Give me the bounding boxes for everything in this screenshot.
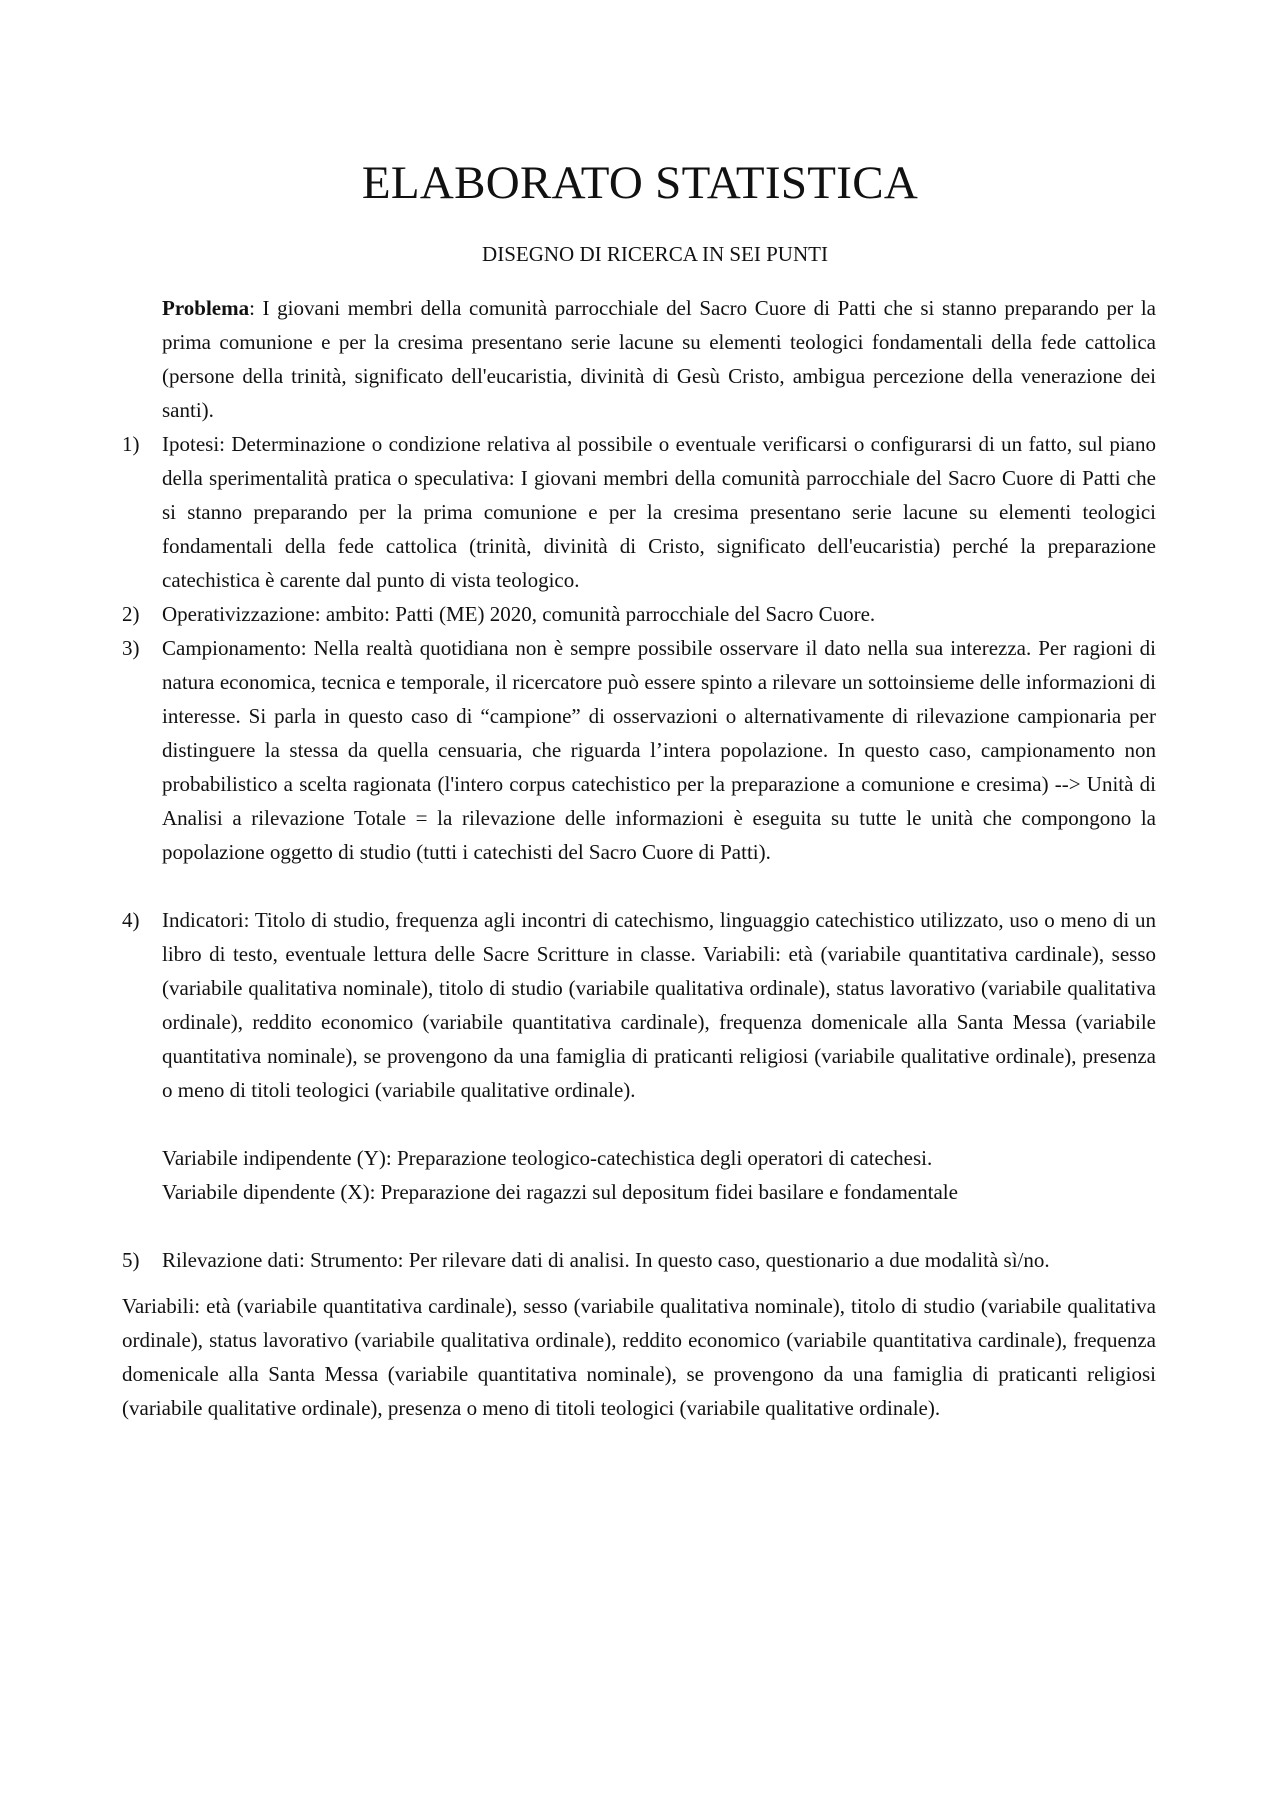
- list-item-text: Operativizzazione: ambito: Patti (ME) 2020, comunità parrocchiale del Sacro Cuore.: [162, 602, 876, 626]
- list-item-text: Campionamento: Nella realtà quotidiana non è sempre possibile osservare il dato nella sua interezza. Per ragioni di natura economica, tecnica e temporale, il ricercatore può essere spinto a rilevare un sottoinsieme delle informazioni di interesse. Si parla in questo caso di “campione” di osservazioni o alternativamente di rilevazione campionaria per distinguere la stessa da quella censuaria, che riguarda l’intera popolazione. In questo caso, campionamento non probabilistico a scelta ragionata (l'intero corpus catechistico per la preparazione a comunione e cresima) --> Unità di Analisi a rilevazione Totale = la rilevazione delle informazioni è eseguita su tutte le unità che compongono la popolazione oggetto di studio (tutti i catechisti del Sacro Cuore di Patti).: [162, 636, 1156, 864]
- problem-paragraph: [122, 291, 1156, 427]
- spacer: [122, 1277, 1156, 1289]
- spacer: [122, 869, 1156, 903]
- variable-independent: [122, 1141, 1156, 1209]
- list-item-text: Indicatori: Titolo di studio, frequenza agli incontri di catechismo, linguaggio catechistico utilizzato, uso o meno di un libro di testo, eventuale lettura delle Sacre Scritture in classe. Variabili: età (variabile quantitativa cardinale), sesso (variabile qualitativa nominale), titolo di studio (variabile qualitativa ordinale), status lavorativo (variabile qualitativa ordinale), reddito economico (variabile quantitativa cardinale), frequenza domenicale alla Santa Messa (variabile quantitativa nominale), se provengono da una famiglia di praticanti religiosi (variabile qualitative ordinale), presenza o meno di titoli teologici (variabile qualitative ordinale).: [162, 908, 1156, 1102]
- list-item-3: [122, 631, 1156, 869]
- spacer: [122, 1107, 1156, 1141]
- spacer: [122, 1209, 1156, 1243]
- list-item-text: Rilevazione dati: Strumento: Per rilevare dati di analisi. In questo caso, questionario a due modalità sì/no.: [162, 1248, 1050, 1272]
- document-title: ELABORATO STATISTICA: [361, 157, 919, 209]
- variable-dependent-text: Variabile dipendente (X): Preparazione dei ragazzi sul depositum fidei basilare e fondamentale: [162, 1180, 958, 1204]
- problem-label: Problema: [162, 296, 250, 320]
- list-item-2: [122, 597, 1156, 631]
- list-number: 5): [122, 1248, 140, 1272]
- variable-independent-text: Variabile indipendente (Y): Preparazione teologico-catechistica degli operatori di catechesi.: [162, 1146, 933, 1170]
- list-item-1: [122, 427, 1156, 597]
- list-item-4: [122, 903, 1156, 1107]
- closing-paragraph: Variabili: età (variabile quantitativa cardinale), sesso (variabile qualitativa nominale), titolo di studio (variabile qualitativa ordinale), status lavorativo (variabile qualitativa ordinale), reddito economico (variabile quantitativa cardinale), frequenza domenicale alla Santa Messa (variabile quantitativa nominale), se provengono da una famiglia di praticanti religiosi (variabile qualitative ordinale), presenza o meno di titoli teologici (variabile qualitative ordinale).: [122, 1294, 1156, 1420]
- document-subtitle: DISEGNO DI RICERCA IN SEI PUNTI: [482, 242, 828, 266]
- list-item-5: [122, 1243, 1156, 1277]
- list-item-text: Ipotesi: Determinazione o condizione relativa al possibile o eventuale verificarsi o configurarsi di un fatto, sul piano della sperimentalità pratica o speculativa: I giovani membri della comunità parrocchiale del Sacro Cuore di Patti che si stanno preparando per la prima comunione e per la cresima presentano serie lacune su elementi teologici fondamentali della fede cattolica (trinità, divinità di Cristo, significato dell'eucaristia) perché la preparazione catechistica è carente dal punto di vista teologico.: [162, 432, 1156, 592]
- list-number: 2): [122, 602, 140, 626]
- document-body: [122, 291, 1156, 1425]
- list-number: 1): [122, 432, 140, 456]
- list-number: 4): [122, 908, 140, 932]
- problem-text: : I giovani membri della comunità parrocchiale del Sacro Cuore di Patti che si stanno preparando per la prima comunione e per la cresima presentano serie lacune su elementi teologici fondamentali della fede cattolica (persone della trinità, significato dell'eucaristia, divinità di Gesù Cristo, ambigua percezione della venerazione dei santi).: [162, 296, 1156, 422]
- list-number: 3): [122, 636, 140, 660]
